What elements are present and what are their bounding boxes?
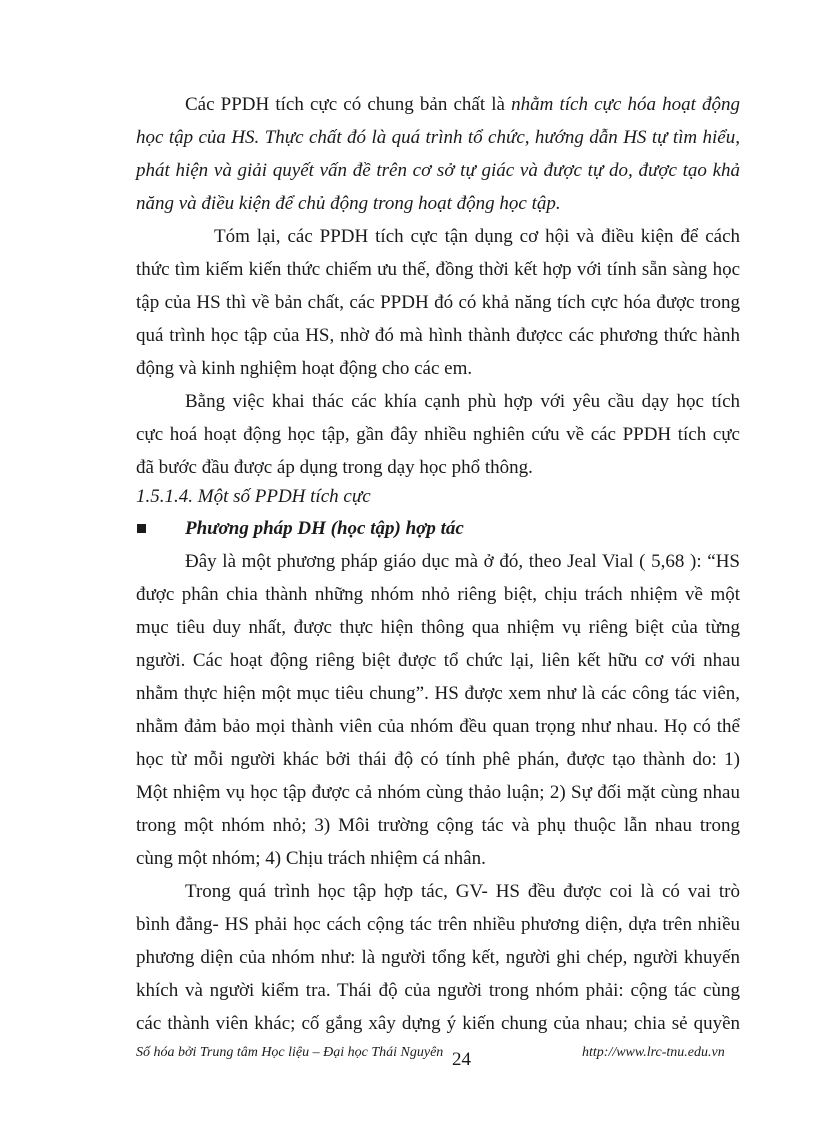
paragraph-4-line-5: nhằm thực hiện một mục tiêu chung”. HS được xem như là các công tác viên, <box>136 683 740 704</box>
page-number: 24 <box>452 1049 471 1070</box>
paragraph-1-line-4: năng và điều kiện để chủ động trong hoạt động học tập. <box>136 193 561 214</box>
paragraph-1-plain-text: Các PPDH tích cực có chung bản chất là <box>185 94 512 115</box>
paragraph-5-line-3: phương diện của nhóm như: là người tổng kết, người ghi chép, người khuyến <box>136 947 740 968</box>
paragraph-5-line-4: khích và người kiểm tra. Thái độ của người trong nhóm phải: cộng tác cùng <box>136 980 740 1001</box>
paragraph-2-line-4: quá trình học tập của HS, nhờ đó mà hình thành đượcc các phương thức hành <box>136 325 740 346</box>
paragraph-1-italic-text: nhằm tích cực hóa hoạt động <box>511 94 740 115</box>
paragraph-2-line-3: tập của HS thì về bản chất, các PPDH đó có khả năng tích cực hóa được trong <box>136 292 740 313</box>
footer-url: http://www.lrc-tnu.edu.vn <box>582 1045 725 1060</box>
paragraph-5-line-2: bình đẳng- HS phải học cách cộng tác trên nhiều phương diện, dựa trên nhiều <box>136 914 740 935</box>
paragraph-4-line-1: Đây là một phương pháp giáo dục mà ở đó, theo Jeal Vial ( 5,68 ): “HS <box>185 551 740 572</box>
paragraph-5-line-1: Trong quá trình học tập hợp tác, GV- HS đều được coi là có vai trò <box>185 881 740 902</box>
paragraph-3-line-2: cực hoá hoạt động học tập, gần đây nhiều nghiên cứu về các PPDH tích cực <box>136 424 740 445</box>
bullet-heading: Phương pháp DH (học tập) hợp tác <box>185 518 464 539</box>
square-bullet-icon <box>137 524 146 533</box>
paragraph-2-line-1: Tóm lại, các PPDH tích cực tận dụng cơ hội và điều kiện để cách <box>214 226 740 247</box>
paragraph-1-line-1 <box>185 94 740 116</box>
paragraph-1-line-2: học tập của HS. Thực chất đó là quá trình tổ chức, hướng dẫn HS tự tìm hiểu, <box>136 127 740 148</box>
paragraph-3-line-1: Bằng việc khai thác các khía cạnh phù hợp với yêu cầu dạy học tích <box>185 391 740 412</box>
paragraph-4-line-2: được phân chia thành những nhóm nhỏ riêng biệt, chịu trách nhiệm về một <box>136 584 740 605</box>
paragraph-4-line-10: cùng một nhóm; 4) Chịu trách nhiệm cá nhân. <box>136 848 486 869</box>
paragraph-4-line-8: Một nhiệm vụ học tập được cả nhóm cùng thảo luận; 2) Sự đối mặt cùng nhau <box>136 782 740 803</box>
paragraph-3-line-3: đã bước đầu được áp dụng trong dạy học phổ thông. <box>136 457 533 478</box>
paragraph-4-line-4: người. Các hoạt động riêng biệt được tổ chức lại, liên kết hữu cơ với nhau <box>136 650 740 671</box>
paragraph-5-line-5: các thành viên khác; cố gắng xây dựng ý kiến chung của nhau; chia sẻ quyền <box>136 1013 740 1034</box>
paragraph-4-line-7: học từ mỗi người khác bởi thái độ có tính phê phán, được tạo thành do: 1) <box>136 749 740 770</box>
paragraph-4-line-9: trong một nhóm nhỏ; 3) Môi trường cộng tác và phụ thuộc lẫn nhau trong <box>136 815 740 836</box>
paragraph-1-line-3: phát hiện và giải quyết vấn đề trên cơ sở tự giác và được tự do, được tạo khả <box>136 160 740 181</box>
paragraph-2-line-2: thức tìm kiếm kiến thức chiếm ưu thế, đồng thời kết hợp với tính sẵn sàng học <box>136 259 740 280</box>
paragraph-4-line-6: nhằm đảm bảo mọi thành viên của nhóm đều quan trọng như nhau. Họ có thể <box>136 716 740 737</box>
paragraph-2-line-5: động và kinh nghiệm hoạt động cho các em. <box>136 358 473 379</box>
footer-source: Số hóa bởi Trung tâm Học liệu – Đại học Thái Nguyên <box>136 1045 444 1060</box>
paragraph-4-line-3: mục tiêu duy nhất, được thực hiện thông qua nhiệm vụ riêng biệt của từng <box>136 617 740 638</box>
section-heading: 1.5.1.4. Một số PPDH tích cực <box>136 486 371 507</box>
